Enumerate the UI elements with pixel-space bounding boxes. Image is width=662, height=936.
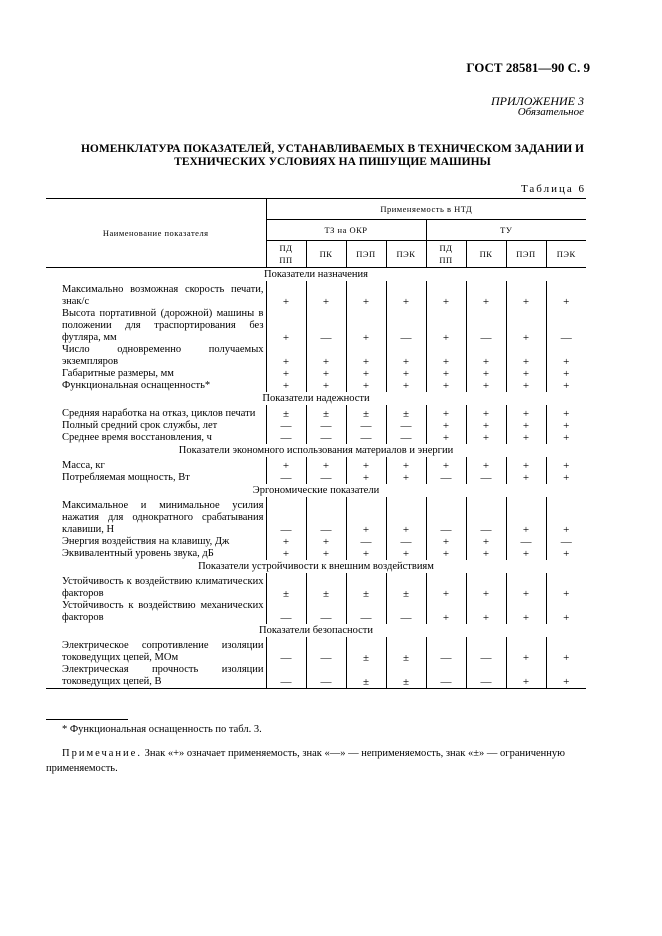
applicability-cell: +: [386, 344, 426, 368]
applicability-cell: +: [546, 637, 586, 664]
section-title: Показатели экономного использования материалов и энергии: [178, 445, 454, 456]
column-header-tz-2: ПК: [306, 241, 346, 268]
table-row: [46, 472, 586, 484]
column-header-tu-3: ПЭП: [506, 241, 546, 268]
table-row: [46, 380, 586, 392]
applicability-cell: +: [546, 497, 586, 536]
applicability-cell: +: [426, 573, 466, 600]
applicability-cell: +: [546, 405, 586, 420]
table-row: [46, 573, 586, 600]
indicator-name: Высота портативной (дорожной) машины в положении для траспортирования без футляра, мм: [62, 308, 264, 343]
column-header-tz-3: ПЭП: [346, 241, 386, 268]
column-header-name: Наименование показателя: [46, 199, 266, 268]
applicability-cell: +: [346, 368, 386, 380]
applicability-cell: +: [546, 432, 586, 444]
indicator-name: Электрическое сопротивление изоляции токоведущих цепей, МОм: [62, 640, 264, 663]
applicability-cell: +: [346, 548, 386, 560]
applicability-cell: +: [266, 368, 306, 380]
applicability-cell: —: [346, 432, 386, 444]
applicability-cell: +: [426, 432, 466, 444]
applicability-cell: —: [266, 664, 306, 689]
table-row: [46, 664, 586, 689]
table-row: [46, 308, 586, 344]
applicability-cell: +: [506, 405, 546, 420]
applicability-cell: +: [466, 281, 506, 308]
applicability-cell: —: [306, 308, 346, 344]
applicability-cell: +: [266, 308, 306, 344]
indicator-name: Полный средний срок службы, лет: [62, 420, 218, 431]
applicability-cell: +: [506, 420, 546, 432]
indicator-name: Устойчивость к воздействию механических факторов: [62, 600, 264, 623]
applicability-cell: +: [346, 472, 386, 484]
note-label: Примечание.: [62, 748, 142, 759]
applicability-cell: +: [466, 344, 506, 368]
indicator-name: Устойчивость к воздействию климатических факторов: [62, 576, 264, 599]
applicability-cell: +: [506, 664, 546, 689]
applicability-cell: —: [306, 664, 346, 689]
applicability-cell: +: [466, 420, 506, 432]
applicability-cell: ±: [306, 405, 346, 420]
note-text: Знак «+» означает применяемость, знак «—» — неприменяемость, знак «±» — ограниченную применяемость.: [46, 748, 565, 774]
applicability-cell: +: [426, 457, 466, 472]
table-label: Таблица 6: [520, 183, 586, 195]
applicability-cell: —: [466, 472, 506, 484]
applicability-cell: ±: [386, 664, 426, 689]
document-title-line-2: ТЕХНИЧЕСКИХ УСЛОВИЯХ НА ПИШУЩИЕ МАШИНЫ: [174, 156, 491, 168]
applicability-cell: +: [546, 344, 586, 368]
applicability-cell: +: [546, 420, 586, 432]
applicability-cell: +: [266, 344, 306, 368]
applicability-cell: +: [546, 548, 586, 560]
section-title: Показатели безопасности: [259, 625, 373, 636]
applicability-cell: —: [266, 432, 306, 444]
applicability-cell: +: [386, 281, 426, 308]
applicability-cell: +: [426, 281, 466, 308]
applicability-cell: —: [306, 497, 346, 536]
applicability-cell: +: [546, 573, 586, 600]
applicability-cell: +: [506, 432, 546, 444]
applicability-cell: +: [306, 281, 346, 308]
applicability-cell: +: [506, 573, 546, 600]
applicability-cell: —: [466, 637, 506, 664]
column-header-tu-2: ПК: [466, 241, 506, 268]
applicability-cell: +: [386, 457, 426, 472]
applicability-cell: ±: [306, 573, 346, 600]
applicability-cell: +: [546, 457, 586, 472]
applicability-cell: +: [306, 548, 346, 560]
applicability-cell: +: [506, 637, 546, 664]
indicator-name: Максимально возможная скорость печати, знак/с: [62, 284, 264, 307]
applicability-cell: +: [426, 368, 466, 380]
applicability-cell: —: [266, 420, 306, 432]
applicability-cell: ±: [386, 637, 426, 664]
applicability-cell: +: [266, 536, 306, 548]
note: [46, 746, 586, 776]
applicability-cell: —: [346, 600, 386, 624]
applicability-cell: +: [466, 573, 506, 600]
table-row: [46, 432, 586, 444]
applicability-cell: +: [306, 380, 346, 392]
applicability-cell: +: [346, 308, 386, 344]
indicator-name: Потребляемая мощность, Вт: [62, 472, 190, 483]
applicability-cell: —: [546, 308, 586, 344]
applicability-cell: —: [426, 497, 466, 536]
applicability-cell: +: [426, 344, 466, 368]
table-row: [46, 368, 586, 380]
applicability-cell: +: [466, 600, 506, 624]
table-row: [46, 497, 586, 536]
indicator-name: Среднее время восстановления, ч: [62, 432, 212, 443]
applicability-cell: +: [266, 548, 306, 560]
table-row: [46, 405, 586, 420]
indicator-name: Энергия воздействия на клавишу, Дж: [62, 536, 230, 547]
applicability-cell: +: [346, 281, 386, 308]
column-header-tu-4: ПЭК: [546, 241, 586, 268]
section-title: Показатели устройчивости к внешним воздействиям: [198, 561, 434, 572]
section-title: Показатели надежности: [262, 393, 370, 404]
applicability-cell: +: [546, 368, 586, 380]
applicability-cell: —: [306, 600, 346, 624]
appendix-block: [491, 96, 584, 118]
applicability-cell: +: [506, 472, 546, 484]
appendix-status: Обязательное: [517, 106, 584, 118]
table-row: [46, 420, 586, 432]
document-title: [60, 143, 605, 169]
table-row: [46, 344, 586, 368]
applicability-cell: ±: [386, 405, 426, 420]
applicability-cell: +: [466, 457, 506, 472]
indicator-name: Габаритные размеры, мм: [62, 368, 174, 379]
applicability-cell: +: [346, 344, 386, 368]
applicability-cell: —: [266, 600, 306, 624]
applicability-cell: +: [466, 405, 506, 420]
applicability-cell: ±: [346, 573, 386, 600]
applicability-cell: +: [506, 600, 546, 624]
indicator-name: Средняя наработка на отказ, циклов печати: [62, 408, 256, 419]
applicability-cell: +: [506, 380, 546, 392]
indicator-name: Масса, кг: [62, 460, 105, 471]
applicability-cell: +: [426, 380, 466, 392]
applicability-cell: +: [426, 548, 466, 560]
applicability-cell: +: [426, 600, 466, 624]
indicator-name: Максимальное и минимальное усилия нажатия для однократного срабатывания клавиши, Н: [62, 500, 264, 535]
applicability-cell: —: [426, 664, 466, 689]
column-header-tz-1: ПД ПП: [266, 241, 306, 268]
table-row: [46, 536, 586, 548]
applicability-cell: —: [266, 472, 306, 484]
applicability-cell: +: [506, 344, 546, 368]
applicability-cell: +: [306, 368, 346, 380]
applicability-cell: +: [506, 308, 546, 344]
applicability-cell: —: [306, 472, 346, 484]
table-row: [46, 281, 586, 308]
applicability-cell: +: [346, 380, 386, 392]
applicability-cell: —: [306, 637, 346, 664]
applicability-cell: +: [386, 497, 426, 536]
applicability-cell: —: [306, 432, 346, 444]
applicability-cell: +: [426, 536, 466, 548]
applicability-cell: ±: [266, 405, 306, 420]
indicator-name: Число одновременно получаемых экземпляров: [62, 344, 264, 367]
indicator-name: Функциональная оснащенность*: [62, 380, 211, 391]
column-header-tz-4: ПЭК: [386, 241, 426, 268]
applicability-cell: +: [546, 472, 586, 484]
applicability-cell: +: [386, 368, 426, 380]
applicability-cell: +: [466, 432, 506, 444]
applicability-cell: +: [546, 281, 586, 308]
applicability-cell: —: [466, 664, 506, 689]
applicability-cell: +: [546, 664, 586, 689]
applicability-cell: +: [466, 548, 506, 560]
applicability-cell: +: [466, 368, 506, 380]
section-title: Эргономические показатели: [252, 485, 380, 496]
applicability-cell: —: [426, 472, 466, 484]
applicability-cell: —: [386, 536, 426, 548]
applicability-cell: +: [266, 457, 306, 472]
applicability-cell: +: [506, 548, 546, 560]
column-header-group: Применяемость в НТД: [266, 199, 586, 220]
applicability-cell: +: [426, 420, 466, 432]
column-header-tz: ТЗ на ОКР: [266, 220, 426, 241]
indicator-name: Эквивалентный уровень звука, дБ: [62, 548, 214, 559]
standard-header: ГОСТ 28581—90 С. 9: [466, 60, 590, 75]
footnote-divider: [46, 719, 128, 720]
applicability-cell: ±: [386, 573, 426, 600]
applicability-cell: +: [266, 380, 306, 392]
applicability-cell: +: [506, 368, 546, 380]
applicability-cell: +: [346, 457, 386, 472]
applicability-cell: —: [466, 497, 506, 536]
applicability-cell: +: [306, 457, 346, 472]
applicability-cell: —: [386, 420, 426, 432]
applicability-cell: +: [546, 380, 586, 392]
indicator-table: [46, 198, 586, 689]
applicability-cell: +: [506, 457, 546, 472]
applicability-cell: —: [386, 432, 426, 444]
section-title: Показатели назначения: [264, 269, 369, 280]
indicator-name: Электрическая прочность изоляции токоведущих цепей, В: [46, 664, 266, 689]
applicability-cell: —: [386, 308, 426, 344]
applicability-cell: +: [466, 536, 506, 548]
table-row: [46, 600, 586, 624]
applicability-cell: —: [426, 637, 466, 664]
column-header-tu: ТУ: [426, 220, 586, 241]
applicability-cell: +: [506, 497, 546, 536]
applicability-cell: +: [346, 497, 386, 536]
applicability-cell: ±: [346, 637, 386, 664]
applicability-cell: —: [266, 637, 306, 664]
applicability-cell: —: [306, 420, 346, 432]
applicability-cell: —: [546, 536, 586, 548]
applicability-cell: —: [266, 497, 306, 536]
applicability-cell: ±: [346, 405, 386, 420]
document-title-line-1: НОМЕНКЛАТУРА ПОКАЗАТЕЛЕЙ, УСТАНАВЛИВАЕМЫХ В ТЕХНИЧЕСКОМ ЗАДАНИИ И: [80, 143, 584, 155]
applicability-cell: —: [466, 308, 506, 344]
applicability-cell: +: [306, 536, 346, 548]
applicability-cell: —: [346, 420, 386, 432]
applicability-cell: +: [386, 472, 426, 484]
applicability-cell: ±: [266, 573, 306, 600]
table-row: [46, 548, 586, 560]
appendix-title: ПРИЛОЖЕНИЕ 3: [491, 94, 584, 108]
applicability-cell: +: [386, 380, 426, 392]
applicability-cell: —: [346, 536, 386, 548]
applicability-cell: ±: [346, 664, 386, 689]
applicability-cell: +: [426, 405, 466, 420]
applicability-cell: +: [386, 548, 426, 560]
table-row: [46, 457, 586, 472]
table-row: [46, 637, 586, 664]
applicability-cell: +: [266, 281, 306, 308]
applicability-cell: —: [386, 600, 426, 624]
applicability-cell: +: [506, 281, 546, 308]
applicability-cell: +: [426, 308, 466, 344]
applicability-cell: +: [546, 600, 586, 624]
applicability-cell: +: [306, 344, 346, 368]
footnote: * Функциональная оснащенность по табл. 3.: [62, 724, 262, 735]
applicability-cell: +: [466, 380, 506, 392]
column-header-tu-1: ПД ПП: [426, 241, 466, 268]
applicability-cell: —: [506, 536, 546, 548]
